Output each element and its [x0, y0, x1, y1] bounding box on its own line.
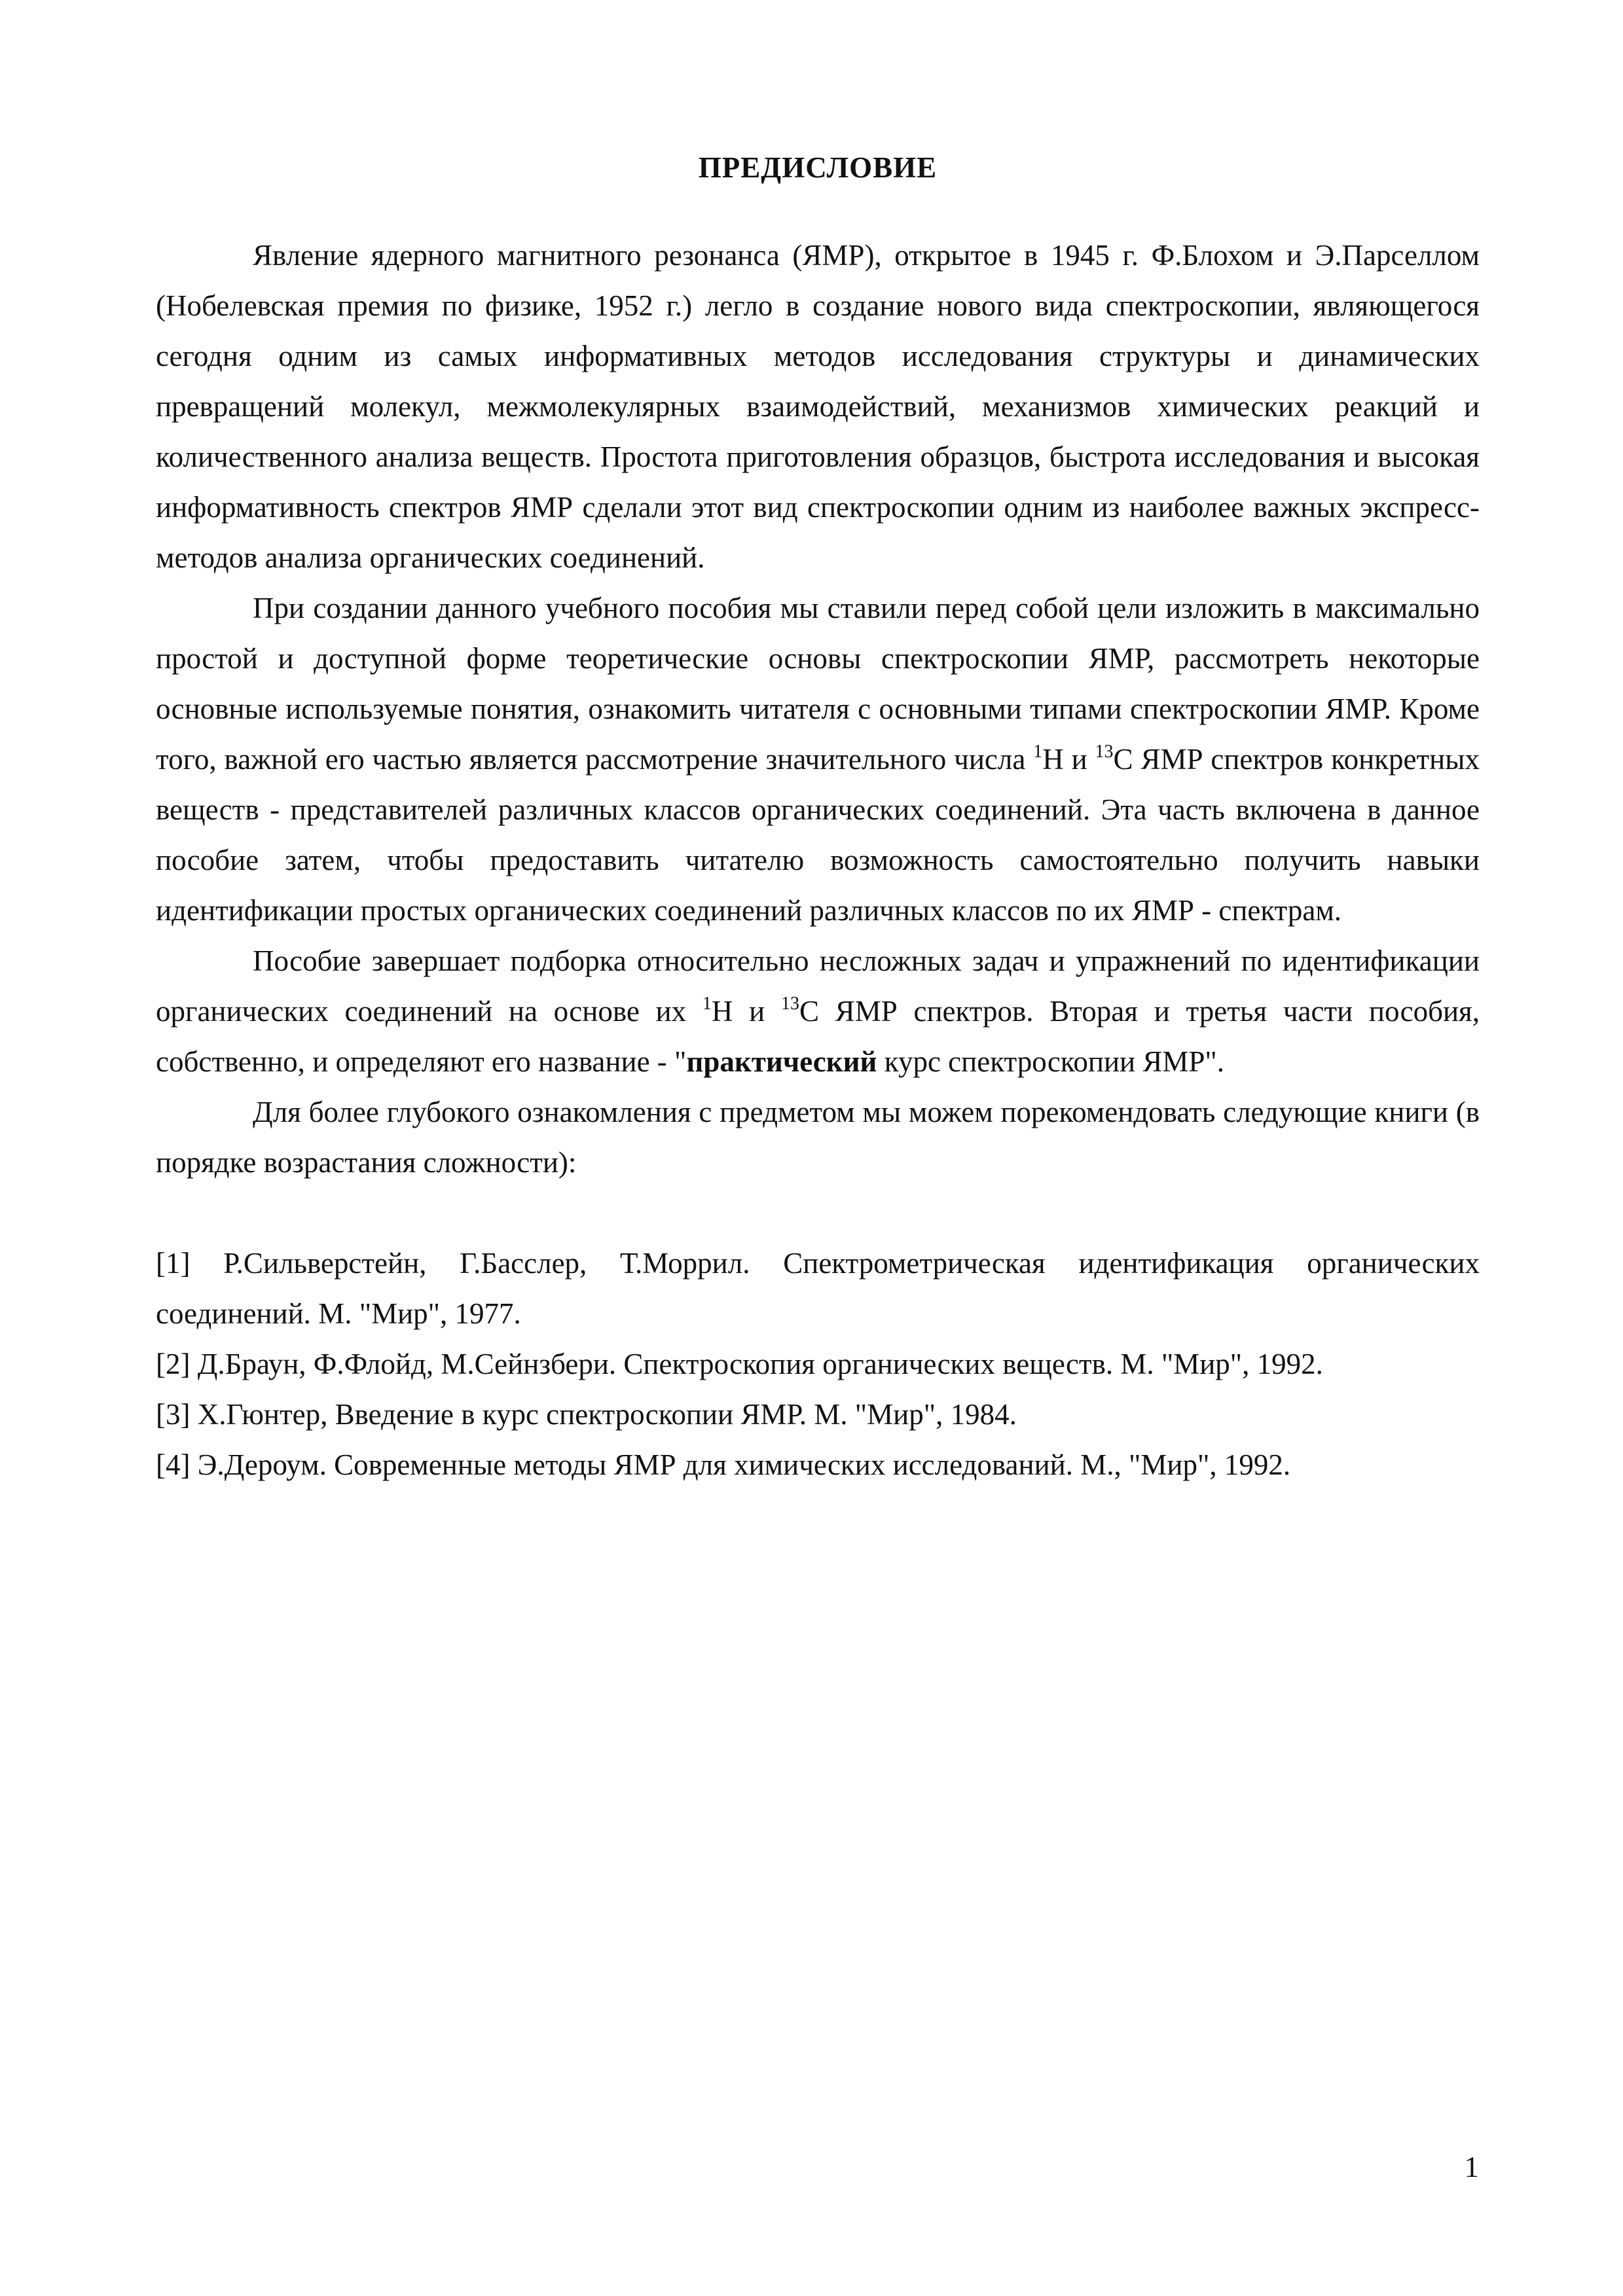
paragraph-nmr-introduction: Явление ядерного магнитного резонанса (ЯМР), открытое в 1945 г. Ф.Блохом и Э.Парселлом (Нобелевская премия по физике, 1952 г.) легло в создание нового вида спектроскопии, являющегося сегодня одним из самых информативных методов исследования структуры и динамических превращений молекул, межмолекулярных взаимодействий, механизмов химических реакций и количественного анализа веществ. Простота приготовления образцов, быстрота исследования и высокая информативность спектров ЯМР сделали этот вид спектроскопии одним из наиболее важных экспресс-методов анализа органических соединений.	[156, 239, 1480, 574]
paragraph-manual-exercises	[156, 936, 1480, 1087]
reference-item: [1] Р.Сильверстейн, Г.Басслер, Т.Моррил. Спектрометрическая идентификация органических соединений. М. "Мир", 1977.	[156, 1247, 1480, 1330]
paragraph-text: C ЯМР спектров. Вторая и третья части пособия, собственно, и определяют его название - "	[156, 995, 1480, 1078]
paragraph-text: курс спектроскопии ЯМР".	[877, 1045, 1225, 1078]
superscript-mass-number: 1	[1033, 742, 1043, 762]
paragraph-text: H и	[711, 995, 781, 1028]
reference-item: [2] Д.Браун, Ф.Флойд, М.Сейнзбери. Спектроскопия органических веществ. М. "Мир", 1992.	[156, 1348, 1323, 1380]
document-page	[156, 151, 1480, 1490]
superscript-mass-number: 13	[780, 994, 799, 1014]
page-title: ПРЕДИСЛОВИЕ	[698, 151, 938, 184]
superscript-mass-number: 13	[1095, 742, 1114, 762]
paragraph-text: C ЯМР спектров конкретных веществ - представителей различных классов органических соединений. Эта часть включена в данное пособие затем, чтобы предоставить читателю возможность самостоятельно получить навыки идентификации простых органических соединений различных классов по их ЯМР - спектрам.	[156, 743, 1480, 927]
emphasis-practical: практический	[686, 1045, 877, 1078]
superscript-mass-number: 1	[702, 994, 712, 1014]
paragraph-text: Пособие завершает подборка относительно несложных задач и упражнений по идентификации органических соединений на основе их	[156, 944, 1480, 1028]
paragraph-text: При создании данного учебного пособия мы ставили перед собой цели изложить в максимально простой и доступной форме теоретические основы спектроскопии ЯМР, рассмотреть некоторые основные используемые понятия, ознакомить читателя с основными типами спектроскопии ЯМР. Кроме того, важной его частью является рассмотрение значительного числа	[156, 592, 1480, 776]
reference-item: [3] Х.Гюнтер, Введение в курс спектроскопии ЯМР. М. "Мир", 1984.	[156, 1398, 1017, 1431]
page-number: 1	[1464, 2151, 1479, 2183]
reference-list	[156, 1238, 1480, 1490]
paragraph-recommended-books: Для более глубокого ознакомления с предметом мы можем порекомендовать следующие книги (в порядке возрастания сложности):	[156, 1096, 1480, 1179]
reference-item: [4] Э.Дероум. Современные методы ЯМР для химических исследований. М., "Мир", 1992.	[156, 1448, 1291, 1481]
paragraph-manual-goals	[156, 583, 1480, 936]
paragraph-text: H и	[1042, 743, 1095, 776]
